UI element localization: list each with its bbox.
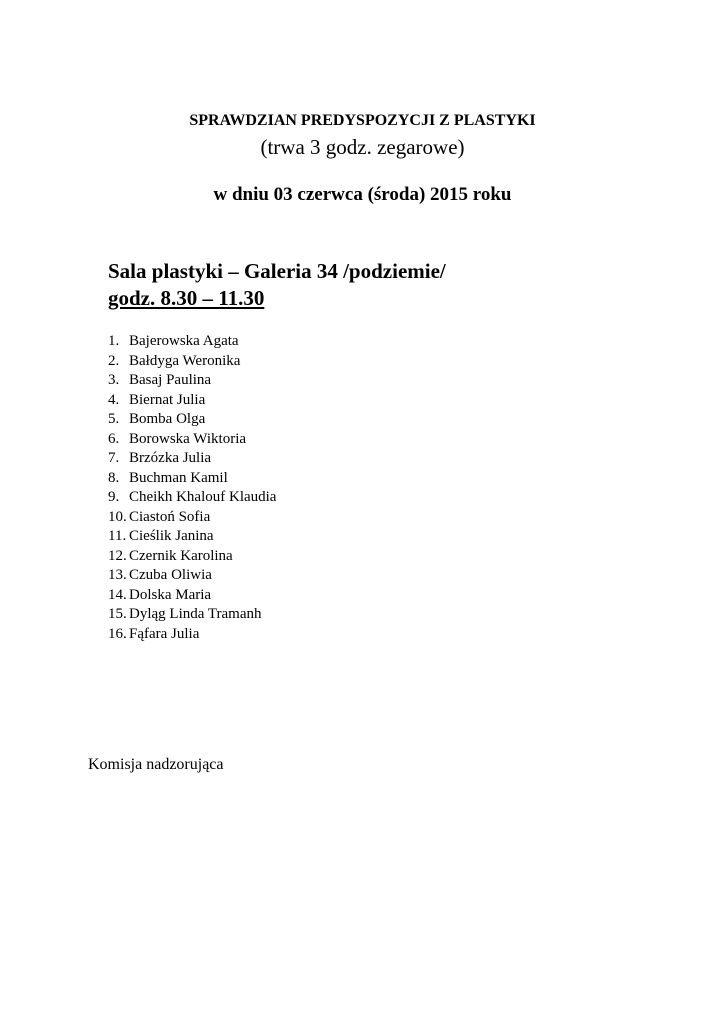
list-item-number: 1. (108, 333, 120, 349)
list-item-name: Ciastoń Sofia (129, 508, 211, 525)
student-list (108, 332, 276, 644)
list-item-name: Bomba Olga (129, 411, 206, 427)
list-item (108, 430, 276, 450)
list-item (108, 508, 276, 528)
list-item-name: Czuba Oliwia (129, 567, 212, 583)
list-item-number: 16. (108, 625, 127, 642)
list-item-number: 5. (108, 411, 120, 427)
list-item-name: Biernat Julia (129, 391, 206, 408)
list-item-number: 10. (108, 508, 127, 525)
list-item (108, 547, 276, 567)
list-item (108, 371, 276, 391)
list-item-number: 14. (108, 586, 127, 603)
list-item-name: Brzózka Julia (129, 450, 212, 466)
list-item-name: Cheikh Khalouf Klaudia (129, 489, 277, 505)
list-item-name: Fąfara Julia (129, 625, 200, 642)
list-item-name: Cieślik Janina (129, 528, 214, 544)
list-item-name: Dyląg Linda Tramanh (129, 606, 262, 622)
list-item (108, 469, 276, 489)
list-item-number: 8. (108, 469, 120, 486)
list-item-name: Bałdyga Weronika (129, 352, 241, 369)
exam-duration: (trwa 3 godz. zegarowe) (260, 135, 465, 159)
list-item (108, 332, 276, 352)
list-item (108, 391, 276, 411)
list-item (108, 449, 276, 469)
list-item-name: Czernik Karolina (129, 547, 233, 564)
list-item (108, 410, 276, 430)
exam-time: godz. 8.30 – 11.30 (108, 286, 265, 310)
exam-date: w dniu 03 czerwca (środa) 2015 roku (213, 184, 512, 205)
page-title: SPRAWDZIAN PREDYSPOZYCJI Z PLASTYKI (189, 112, 536, 129)
list-item-number: 11. (108, 528, 127, 544)
list-item-number: 3. (108, 372, 120, 388)
list-item-number: 15. (108, 606, 127, 622)
list-item-number: 2. (108, 352, 120, 369)
list-item-name: Basaj Paulina (129, 372, 212, 388)
list-item (108, 527, 276, 547)
list-item-name: Buchman Kamil (129, 469, 228, 486)
list-item-number: 13. (108, 567, 127, 583)
list-item (108, 352, 276, 372)
list-item-number: 12. (108, 547, 127, 564)
list-item-number: 4. (108, 391, 120, 408)
list-item-number: 7. (108, 450, 120, 466)
list-item (108, 605, 276, 625)
supervising-commission: Komisja nadzorująca (88, 756, 224, 773)
list-item-name: Borowska Wiktoria (129, 430, 247, 447)
list-item (108, 566, 276, 586)
list-item-number: 9. (108, 489, 120, 505)
list-item-number: 6. (108, 430, 120, 447)
list-item-name: Dolska Maria (129, 586, 212, 603)
list-item (108, 586, 276, 606)
list-item (108, 625, 276, 645)
list-item-name: Bajerowska Agata (129, 333, 239, 349)
list-item (108, 488, 276, 508)
exam-room: Sala plastyki – Galeria 34 /podziemie/ (108, 259, 446, 283)
